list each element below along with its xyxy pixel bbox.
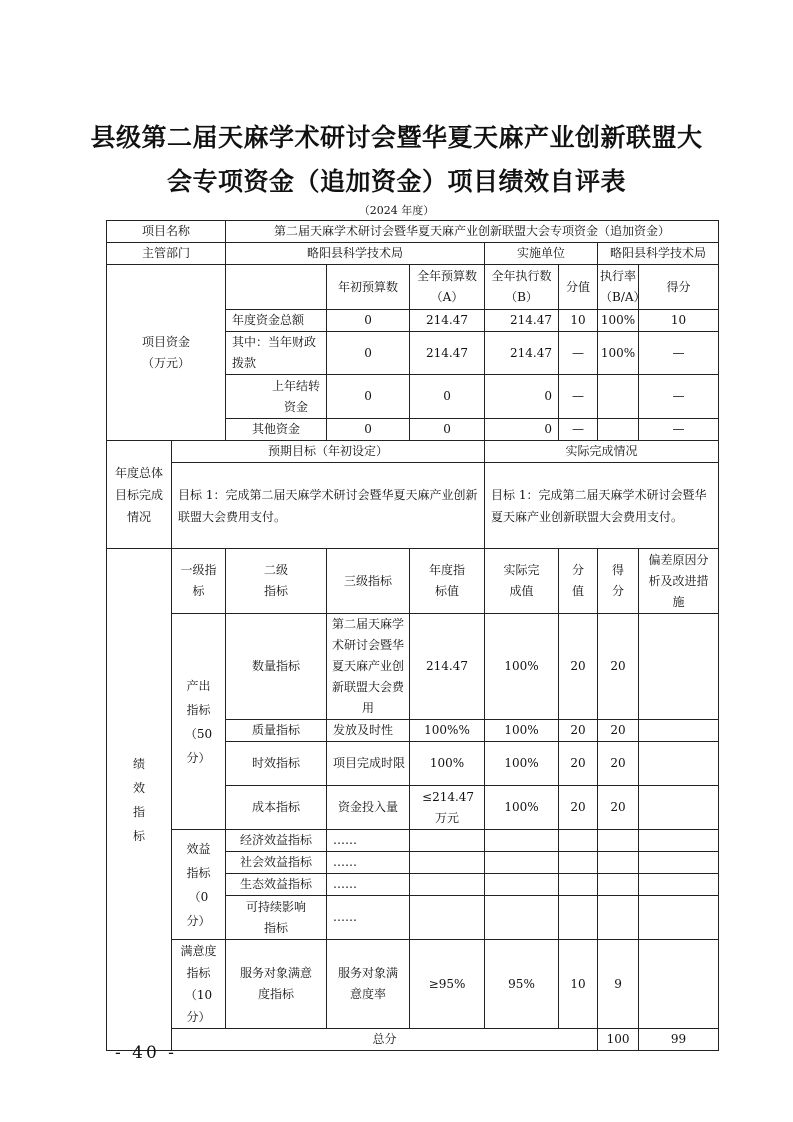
fund-title: 项目资金 (142, 334, 191, 349)
fund-rate (598, 375, 639, 419)
dev-cell (639, 786, 719, 830)
got-cell: 20 (598, 742, 639, 786)
l2-cell: 质量指标 (226, 720, 327, 742)
l2-cell: 时效指标 (226, 742, 327, 786)
fund-got: — (639, 332, 719, 375)
h-got: 得分 (639, 265, 719, 310)
l2-cell (226, 940, 327, 1029)
score-cell: 20 (559, 720, 598, 742)
dev-cell (639, 614, 719, 720)
annual-text: ≤214.47万元 (422, 789, 475, 825)
l3-text: 服务对象满意度率 (338, 966, 399, 1001)
department-value: 略阳县科学技术局 (226, 243, 485, 265)
l2-cell: 成本指标 (226, 786, 327, 830)
h-exec-rate: 执行率（B/A） (598, 265, 639, 310)
actual-cell: 95% (485, 940, 559, 1029)
l3-cell: …… (327, 896, 410, 940)
l2-cell: 生态效益指标 (226, 874, 327, 896)
fund-header-blank (226, 265, 327, 310)
score-cell: 20 (559, 742, 598, 786)
fund-label: 其中：当年财政拨款 (226, 332, 327, 375)
title-line-2: 会专项资金（追加资金）项目绩效自评表 (166, 167, 626, 196)
c-score (559, 549, 598, 614)
impl-unit-value: 略阳县科学技术局 (598, 243, 719, 265)
fund-budget: 214.47 (410, 310, 485, 332)
h-full-budget: 全年预算数（A） (410, 265, 485, 310)
output-label-text: 产出指标（50 分） (184, 678, 213, 765)
fund-exec: 0 (485, 419, 559, 441)
annual-cell: 214.47 (410, 614, 485, 720)
goal-actual-header: 实际完成情况 (485, 441, 719, 463)
got-cell: 20 (598, 720, 639, 742)
dev-cell (639, 742, 719, 786)
c-dev-text: 偏差原因分析及改进措施 (648, 552, 709, 609)
l3-text: 第二届天麻学术研讨会暨华夏天麻产业创新联盟大会费用 (332, 617, 405, 715)
fund-budget: 0 (410, 419, 485, 441)
fund-label (226, 375, 327, 419)
h-score: 分值 (559, 265, 598, 310)
got-cell: 9 (598, 940, 639, 1029)
self-evaluation-table (106, 220, 719, 1051)
got-cell: 20 (598, 786, 639, 830)
page-number: - 40 - (115, 1043, 177, 1063)
l2-cell: 社会效益指标 (226, 852, 327, 874)
actual-cell: 100% (485, 786, 559, 830)
annual-cell (410, 786, 485, 830)
c-dev (639, 549, 719, 614)
perf-section-title (107, 549, 172, 1051)
annual-cell: 100%% (410, 720, 485, 742)
fund-initial: 0 (327, 310, 410, 332)
l2-cell: 经济效益指标 (226, 830, 327, 852)
l2-text: 可持续影响指标 (246, 899, 307, 935)
h-full-exec: 全年执行数（B） (485, 265, 559, 310)
fund-rate: 100% (598, 332, 639, 375)
l3-cell: 项目完成时限 (327, 742, 410, 786)
satisfaction-label-text: 满意度指标（10 分） (180, 944, 217, 1024)
fund-exec: 214.47 (485, 310, 559, 332)
fund-rate: 100% (598, 310, 639, 332)
l3-cell (327, 614, 410, 720)
fund-got: — (639, 419, 719, 441)
c-got-text: 得分 (612, 563, 625, 598)
actual-cell: 100% (485, 742, 559, 786)
year-label: （2024 年度） (358, 204, 435, 217)
l3-cell: …… (327, 874, 410, 896)
got-cell: 20 (598, 614, 639, 720)
annual-cell: 100% (410, 742, 485, 786)
fund-budget: 214.47 (410, 332, 485, 375)
c-annual (410, 549, 485, 614)
goal-actual-text: 目标 1：完成第二届天麻学术研讨会暨华夏天麻产业创新联盟大会费用支付。 (485, 463, 719, 549)
fund-score: 10 (559, 310, 598, 332)
score-cell: 20 (559, 786, 598, 830)
fund-rate (598, 419, 639, 441)
c-actual-text: 实际完成值 (503, 563, 540, 598)
fund-unit: （万元） (142, 355, 191, 370)
goal-expected-header: 预期目标（年初设定） (172, 441, 485, 463)
benefit-label-text: 效益指标（0 分） (186, 841, 211, 928)
actual-cell: 100% (485, 614, 559, 720)
l2-cell: 数量指标 (226, 614, 327, 720)
total-label: 总分 (172, 1029, 598, 1051)
fund-label: 其他资金 (226, 419, 327, 441)
total-row (107, 1029, 719, 1051)
l3-cell: 发放及时性 (327, 720, 410, 742)
c-level1-text: 一级指标 (180, 563, 217, 598)
c-level2-text: 二级指标 (264, 563, 289, 598)
fund-initial: 0 (327, 332, 410, 375)
project-name-label: 项目名称 (107, 221, 226, 243)
l2-text: 服务对象满意度指标 (240, 966, 313, 1001)
goal-title: 年度总体目标完成情况 (115, 465, 164, 524)
c-annual-text: 年度指标值 (429, 563, 466, 598)
fund-section-title (107, 265, 226, 441)
fund-exec: 0 (485, 375, 559, 419)
fund-score: — (559, 375, 598, 419)
fund-label-text: 上年结转资金 (272, 378, 321, 414)
dev-cell (639, 940, 719, 1029)
actual-cell: 100% (485, 720, 559, 742)
dev-cell (639, 720, 719, 742)
output-label (172, 614, 226, 830)
l3-cell (327, 940, 410, 1029)
fund-exec: 214.47 (485, 332, 559, 375)
l3-cell: 资金投入量 (327, 786, 410, 830)
score-cell: 20 (559, 614, 598, 720)
perf-title: 绩效指标 (132, 756, 145, 843)
goal-expected-text: 目标 1：完成第二届天麻学术研讨会暨华夏天麻产业创新联盟大会费用支付。 (172, 463, 485, 549)
c-actual (485, 549, 559, 614)
fund-initial: 0 (327, 419, 410, 441)
title-line-1: 县级第二届天麻学术研讨会暨华夏天麻产业创新联盟大 (90, 123, 703, 152)
impl-unit-label: 实施单位 (485, 243, 598, 265)
total-score: 100 (598, 1029, 639, 1051)
c-level3: 三级指标 (327, 549, 410, 614)
project-name-value: 第二届天麻学术研讨会暨华夏天麻产业创新联盟大会专项资金（追加资金） (226, 221, 719, 243)
fund-budget: 0 (410, 375, 485, 419)
c-level1 (172, 549, 226, 614)
fund-initial: 0 (327, 375, 410, 419)
benefit-label (172, 830, 226, 940)
l3-cell: …… (327, 852, 410, 874)
fund-label: 年度资金总额 (226, 310, 327, 332)
benefit-row (107, 830, 719, 852)
total-got: 99 (639, 1029, 719, 1051)
fund-score: — (559, 419, 598, 441)
fund-got: — (639, 375, 719, 419)
annual-cell: ≥95% (410, 940, 485, 1029)
department-label: 主管部门 (107, 243, 226, 265)
c-got (598, 549, 639, 614)
l2-cell (226, 896, 327, 940)
goal-section-title (107, 441, 172, 549)
satisfaction-row (107, 940, 719, 1029)
c-score-text: 分值 (572, 563, 585, 598)
satisfaction-label (172, 940, 226, 1029)
fund-got: 10 (639, 310, 719, 332)
h-initial: 年初预算数 (327, 265, 410, 310)
l3-cell: …… (327, 830, 410, 852)
fund-score: — (559, 332, 598, 375)
output-row (107, 614, 719, 720)
score-cell: 10 (559, 940, 598, 1029)
c-level2 (226, 549, 327, 614)
